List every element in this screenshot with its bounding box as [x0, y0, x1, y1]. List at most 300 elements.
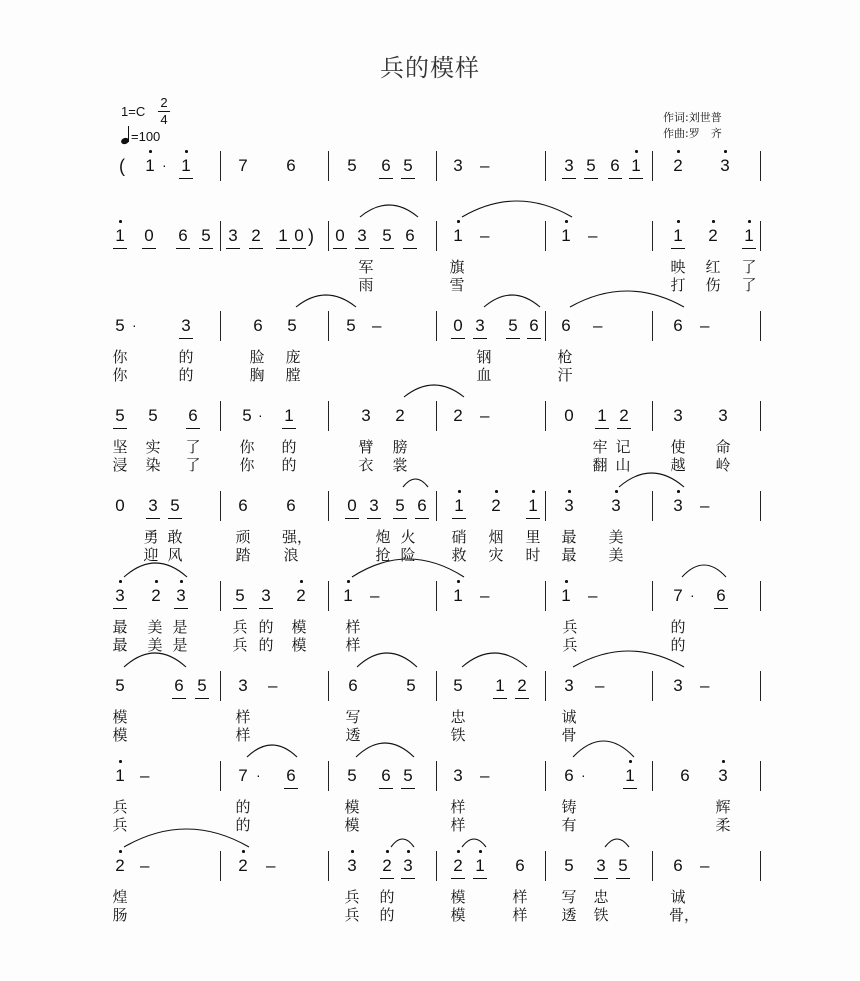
- lyric-verse1: 敢: [167, 528, 183, 546]
- barline: [545, 311, 546, 341]
- slur-tie-icon: [122, 562, 189, 578]
- lyric-verse1: 模: [344, 798, 360, 816]
- note: 0: [333, 226, 347, 246]
- note: 6: [253, 316, 263, 335]
- slur-tie-icon: [482, 294, 542, 308]
- barline: [652, 221, 653, 251]
- sustain-dash: –: [588, 586, 598, 605]
- lyric-verse2: 险: [400, 546, 416, 564]
- barline: [328, 311, 329, 341]
- barline: [545, 491, 546, 521]
- note: 3: [361, 406, 371, 425]
- note: 6: [286, 156, 296, 175]
- sustain-dash: –: [700, 856, 710, 875]
- parenthesis: ): [308, 226, 314, 246]
- octave-dot-icon: [457, 220, 460, 223]
- note: 3: [718, 156, 732, 176]
- lyric-verse1: 烟: [488, 528, 504, 546]
- lyric-verse1: 命: [715, 438, 731, 456]
- note: 5: [115, 316, 125, 335]
- lyric-verse2: 美: [147, 636, 163, 654]
- lyric-verse1: 的: [258, 618, 274, 636]
- note: 3: [146, 496, 160, 516]
- octave-dot-icon: [119, 850, 122, 853]
- slur-tie-icon: [571, 740, 636, 758]
- lyric-verse2: 了: [741, 276, 757, 294]
- barline: [545, 851, 546, 881]
- octave-dot-icon: [407, 850, 410, 853]
- lyric-verse1: 钢: [476, 348, 492, 366]
- lyric-verse2: 样: [512, 906, 528, 924]
- note: 3: [673, 406, 683, 425]
- slur-tie-icon: [680, 564, 728, 578]
- octave-dot-icon: [458, 490, 461, 493]
- lyric-verse1: 辉: [715, 798, 731, 816]
- note: 2: [113, 856, 127, 876]
- note: 0: [292, 226, 306, 246]
- note: 6: [172, 676, 186, 696]
- lyric-verse2: 肠: [112, 906, 128, 924]
- barline: [652, 151, 653, 181]
- note: 1: [623, 766, 637, 786]
- slur-tie-icon: [617, 472, 686, 488]
- barline: [328, 851, 329, 881]
- note: 6: [515, 856, 525, 875]
- lyric-verse1: 诚: [561, 708, 577, 726]
- lyric-verse1: 样: [512, 888, 528, 906]
- lyric-verse1: 忠: [593, 888, 609, 906]
- lyric-verse1: 映: [670, 258, 686, 276]
- barline: [220, 151, 221, 181]
- slur-tie-icon: [245, 744, 299, 758]
- slur-tie-icon: [389, 838, 416, 848]
- note: 5: [233, 586, 247, 606]
- lyric-verse2: 浪: [283, 546, 299, 564]
- lyric-verse2: 的: [670, 636, 686, 654]
- note: 5: [347, 766, 357, 785]
- note: 6: [714, 586, 728, 606]
- sustain-dash: –: [700, 496, 710, 515]
- lyric-verse1: 了: [741, 258, 757, 276]
- octave-dot-icon: [300, 580, 303, 583]
- lyric-verse1: 膀: [392, 438, 408, 456]
- lyric-verse1: 记: [615, 438, 631, 456]
- key-signature: 1=C: [121, 104, 146, 119]
- lyric-verse2: 救: [451, 546, 467, 564]
- note: 1: [559, 226, 573, 246]
- barline: [652, 851, 653, 881]
- sustain-dash: –: [588, 226, 598, 245]
- note: 6: [403, 226, 417, 246]
- note: 5: [199, 226, 213, 246]
- lyric-verse1: 样: [450, 798, 466, 816]
- note: 5: [401, 156, 415, 176]
- note: 3: [671, 496, 685, 516]
- note: 1: [341, 586, 355, 606]
- note: 7: [238, 766, 248, 785]
- barline: [328, 401, 329, 431]
- note: 1: [671, 226, 685, 246]
- note: 6: [379, 156, 393, 176]
- note: 1: [629, 156, 643, 176]
- note: 3: [594, 856, 608, 876]
- slur-tie-icon: [354, 742, 416, 758]
- note: 5: [616, 856, 630, 876]
- lyric-verse2: 越: [670, 456, 686, 474]
- note: 5: [393, 496, 407, 516]
- barline: [436, 221, 437, 251]
- lyric-verse2: 骨: [561, 726, 577, 744]
- barline: [545, 221, 546, 251]
- note: 1: [452, 496, 466, 516]
- barline: [652, 491, 653, 521]
- sustain-dash: –: [480, 406, 490, 425]
- lyric-verse1: 硝: [451, 528, 467, 546]
- lyric-verse1: 模: [112, 708, 128, 726]
- octave-dot-icon: [565, 580, 568, 583]
- note: 5: [506, 316, 520, 336]
- octave-dot-icon: [677, 150, 680, 153]
- slur-tie-icon: [460, 200, 574, 218]
- augmentation-dot: ·: [258, 407, 263, 423]
- slur-tie-icon: [122, 828, 251, 848]
- lyric-verse1: 实: [145, 438, 161, 456]
- note: 6: [415, 496, 429, 516]
- octave-dot-icon: [495, 490, 498, 493]
- barline: [328, 151, 329, 181]
- time-signature: [158, 96, 170, 127]
- octave-dot-icon: [386, 850, 389, 853]
- augmentation-dot: ·: [581, 767, 586, 783]
- note: 7: [238, 156, 248, 175]
- lyric-verse2: 了: [185, 456, 201, 474]
- lyric-verse2: 浸: [112, 456, 128, 474]
- slur-tie-icon: [355, 652, 419, 668]
- barline: [220, 491, 221, 521]
- barline: [652, 401, 653, 431]
- lyric-verse1: 你: [239, 438, 255, 456]
- note: 3: [609, 496, 623, 516]
- lyric-verse1: 最: [112, 618, 128, 636]
- barline: [436, 761, 437, 791]
- lyric-verse2: 打: [670, 276, 686, 294]
- note: 5: [401, 766, 415, 786]
- octave-dot-icon: [119, 580, 122, 583]
- lyric-verse2: 抢: [375, 546, 391, 564]
- octave-dot-icon: [180, 580, 183, 583]
- barline: [220, 761, 221, 791]
- barline: [436, 851, 437, 881]
- note: 2: [515, 676, 529, 696]
- lyric-verse2: 最: [561, 546, 577, 564]
- slur-tie-icon: [402, 384, 466, 398]
- barline: [436, 401, 437, 431]
- lyric-verse2: 血: [476, 366, 492, 384]
- sustain-dash: –: [480, 226, 490, 245]
- lyric-verse1: 火: [400, 528, 416, 546]
- lyric-verse1: 炮: [375, 528, 391, 546]
- note: 1: [451, 226, 465, 246]
- lyric-verse2: 样: [345, 636, 361, 654]
- barline: [328, 581, 329, 611]
- barline: [760, 221, 761, 251]
- slur-tie-icon: [460, 838, 488, 848]
- lyric-verse2: 时: [525, 546, 541, 564]
- note: 6: [561, 316, 571, 335]
- barline: [220, 671, 221, 701]
- lyric-verse1: 臂: [358, 438, 374, 456]
- lyric-verse2: 骨，: [669, 906, 700, 924]
- lyric-verse1: 忠: [450, 708, 466, 726]
- lyric-verse1: 兵: [562, 618, 578, 636]
- barline: [760, 851, 761, 881]
- note: 1: [742, 226, 756, 246]
- lyric-verse1: 里: [525, 528, 541, 546]
- octave-dot-icon: [568, 490, 571, 493]
- note: 3: [473, 316, 487, 336]
- note: 0: [115, 496, 125, 515]
- lyric-verse1: 模: [291, 618, 307, 636]
- note: 2: [236, 856, 250, 876]
- parenthesis: (: [119, 156, 125, 176]
- note: 2: [149, 586, 163, 606]
- barline: [220, 851, 221, 881]
- lyric-verse1: 美: [608, 528, 624, 546]
- lyric-verse2: 铁: [593, 906, 609, 924]
- octave-dot-icon: [565, 220, 568, 223]
- note: 2: [451, 856, 465, 876]
- note: 2: [671, 156, 685, 176]
- lyric-verse2: 透: [561, 906, 577, 924]
- note: 6: [186, 406, 200, 426]
- note: 2: [294, 586, 308, 606]
- note: 1: [113, 766, 127, 786]
- sustain-dash: –: [268, 676, 278, 695]
- lyric-verse2: 的: [235, 816, 251, 834]
- lyric-verse2: 雨: [358, 276, 374, 294]
- lyric-verse2: 的: [178, 366, 194, 384]
- barline: [436, 491, 437, 521]
- note: 5: [287, 316, 297, 335]
- sustain-dash: –: [370, 586, 380, 605]
- song-title: 兵的模样: [380, 54, 480, 82]
- note: 1: [143, 156, 157, 176]
- note: 6: [286, 496, 296, 515]
- note: 6: [284, 766, 298, 786]
- note: 3: [113, 586, 127, 606]
- note: 2: [380, 856, 394, 876]
- note: 5: [168, 496, 182, 516]
- lyric-verse2: 伤: [705, 276, 721, 294]
- lyric-verse1: 的: [670, 618, 686, 636]
- note: 3: [564, 676, 574, 695]
- lyric-verse1: 红: [705, 258, 721, 276]
- note: 5: [242, 406, 252, 425]
- note: 6: [527, 316, 541, 336]
- lyric-verse2: 样: [450, 816, 466, 834]
- note: 2: [453, 406, 463, 425]
- note: 5: [584, 156, 598, 176]
- note: 5: [115, 676, 125, 695]
- lyric-verse2: 汗: [557, 366, 573, 384]
- lyric-verse1: 脸: [249, 348, 265, 366]
- lyric-verse1: 军: [358, 258, 374, 276]
- lyric-verse2: 模: [450, 906, 466, 924]
- barline: [545, 761, 546, 791]
- note: 0: [451, 316, 465, 336]
- lyric-verse2: 兵: [344, 906, 360, 924]
- octave-dot-icon: [242, 850, 245, 853]
- note: 5: [453, 676, 463, 695]
- barline: [760, 401, 761, 431]
- note: 6: [238, 496, 248, 515]
- barline: [760, 491, 761, 521]
- sustain-dash: –: [480, 586, 490, 605]
- tempo-marking: [121, 126, 160, 144]
- lyric-verse1: 你: [112, 348, 128, 366]
- octave-dot-icon: [532, 490, 535, 493]
- note: 6: [673, 856, 683, 875]
- sustain-dash: –: [480, 766, 490, 785]
- augmentation-dot: ·: [690, 587, 695, 603]
- lyric-verse1: 了: [185, 438, 201, 456]
- augmentation-dot: ·: [132, 317, 137, 333]
- lyric-verse1: 兵: [232, 618, 248, 636]
- lyric-verse2: 有: [561, 816, 577, 834]
- note: 1: [473, 856, 487, 876]
- barline: [652, 761, 653, 791]
- lyric-verse1: 兵: [112, 798, 128, 816]
- lyric-verse2: 染: [145, 456, 161, 474]
- note: 3: [716, 766, 730, 786]
- lyric-verse2: 你: [112, 366, 128, 384]
- barline: [436, 311, 437, 341]
- octave-dot-icon: [712, 220, 715, 223]
- lyric-verse2: 的: [379, 906, 395, 924]
- note: 1: [526, 496, 540, 516]
- note: 6: [176, 226, 190, 246]
- note: 3: [238, 676, 248, 695]
- lyric-verse1: 的: [235, 798, 251, 816]
- note: 3: [179, 316, 193, 336]
- tempo-value: =100: [131, 129, 161, 144]
- composer-credit: 作曲:罗 齐: [663, 127, 722, 140]
- note: 1: [595, 406, 609, 426]
- barline: [328, 671, 329, 701]
- lyric-verse2: 你: [239, 456, 255, 474]
- lyric-verse1: 的: [379, 888, 395, 906]
- note: 5: [113, 406, 127, 426]
- note: 2: [249, 226, 263, 246]
- lyric-verse1: 旗: [449, 258, 465, 276]
- octave-dot-icon: [155, 580, 158, 583]
- note: 2: [706, 226, 720, 246]
- note: 6: [680, 766, 690, 785]
- lyric-verse1: 勇: [143, 528, 159, 546]
- lyric-verse2: 迎: [143, 546, 159, 564]
- slur-tie-icon: [460, 652, 529, 668]
- slur-tie-icon: [350, 558, 466, 578]
- lyric-verse2: 兵: [232, 636, 248, 654]
- barline: [545, 151, 546, 181]
- lyric-verse2: 踏: [235, 546, 251, 564]
- octave-dot-icon: [724, 150, 727, 153]
- barline: [328, 761, 329, 791]
- lyric-verse2: 的: [258, 636, 274, 654]
- lyric-verse2: 最: [112, 636, 128, 654]
- lyric-verse1: 写: [345, 708, 361, 726]
- lyric-verse2: 兵: [562, 636, 578, 654]
- barline: [328, 221, 329, 251]
- barline: [652, 671, 653, 701]
- octave-dot-icon: [347, 580, 350, 583]
- lyric-verse1: 最: [561, 528, 577, 546]
- lyric-verse2: 岭: [715, 456, 731, 474]
- barline: [545, 581, 546, 611]
- lyric-verse2: 透: [345, 726, 361, 744]
- octave-dot-icon: [629, 760, 632, 763]
- slur-tie-icon: [401, 478, 430, 488]
- octave-dot-icon: [677, 220, 680, 223]
- time-signature-top: 2: [160, 95, 168, 110]
- lyric-verse2: 铁: [450, 726, 466, 744]
- lyric-verse2: 衣: [358, 456, 374, 474]
- lyric-verse1: 美: [147, 618, 163, 636]
- lyric-verse1: 庞: [285, 348, 301, 366]
- sustain-dash: –: [593, 316, 603, 335]
- lyric-verse2: 美: [608, 546, 624, 564]
- lyric-verse2: 翻: [592, 456, 608, 474]
- augmentation-dot: ·: [162, 157, 167, 173]
- octave-dot-icon: [635, 150, 638, 153]
- note: 1: [451, 586, 465, 606]
- note: 3: [718, 406, 728, 425]
- lyric-verse1: 枪: [557, 348, 573, 366]
- note: 1: [276, 226, 290, 246]
- lyric-verse1: 顽: [235, 528, 251, 546]
- barline: [760, 151, 761, 181]
- octave-dot-icon: [748, 220, 751, 223]
- barline: [760, 761, 761, 791]
- octave-dot-icon: [119, 220, 122, 223]
- note: 3: [562, 156, 576, 176]
- note: 0: [345, 496, 359, 516]
- barline: [545, 401, 546, 431]
- barline: [760, 671, 761, 701]
- octave-dot-icon: [457, 580, 460, 583]
- note: 3: [401, 856, 415, 876]
- barline: [220, 311, 221, 341]
- barline: [220, 401, 221, 431]
- lyric-verse1: 兵: [344, 888, 360, 906]
- lyric-verse1: 诚: [670, 888, 686, 906]
- barline: [545, 671, 546, 701]
- lyric-verse1: 使: [670, 438, 686, 456]
- note: 1: [179, 156, 193, 176]
- lyric-verse2: 雪: [449, 276, 465, 294]
- lyric-verse1: 煌: [112, 888, 128, 906]
- octave-dot-icon: [149, 150, 152, 153]
- lyric-verse1: 样: [235, 708, 251, 726]
- sustain-dash: –: [140, 766, 150, 785]
- note: 0: [564, 406, 574, 425]
- barline: [328, 491, 329, 521]
- lyric-verse2: 胸: [249, 366, 265, 384]
- lyric-verse2: 风: [167, 546, 183, 564]
- note: 6: [564, 766, 574, 785]
- lyric-verse2: 山: [615, 456, 631, 474]
- note: 1: [559, 586, 573, 606]
